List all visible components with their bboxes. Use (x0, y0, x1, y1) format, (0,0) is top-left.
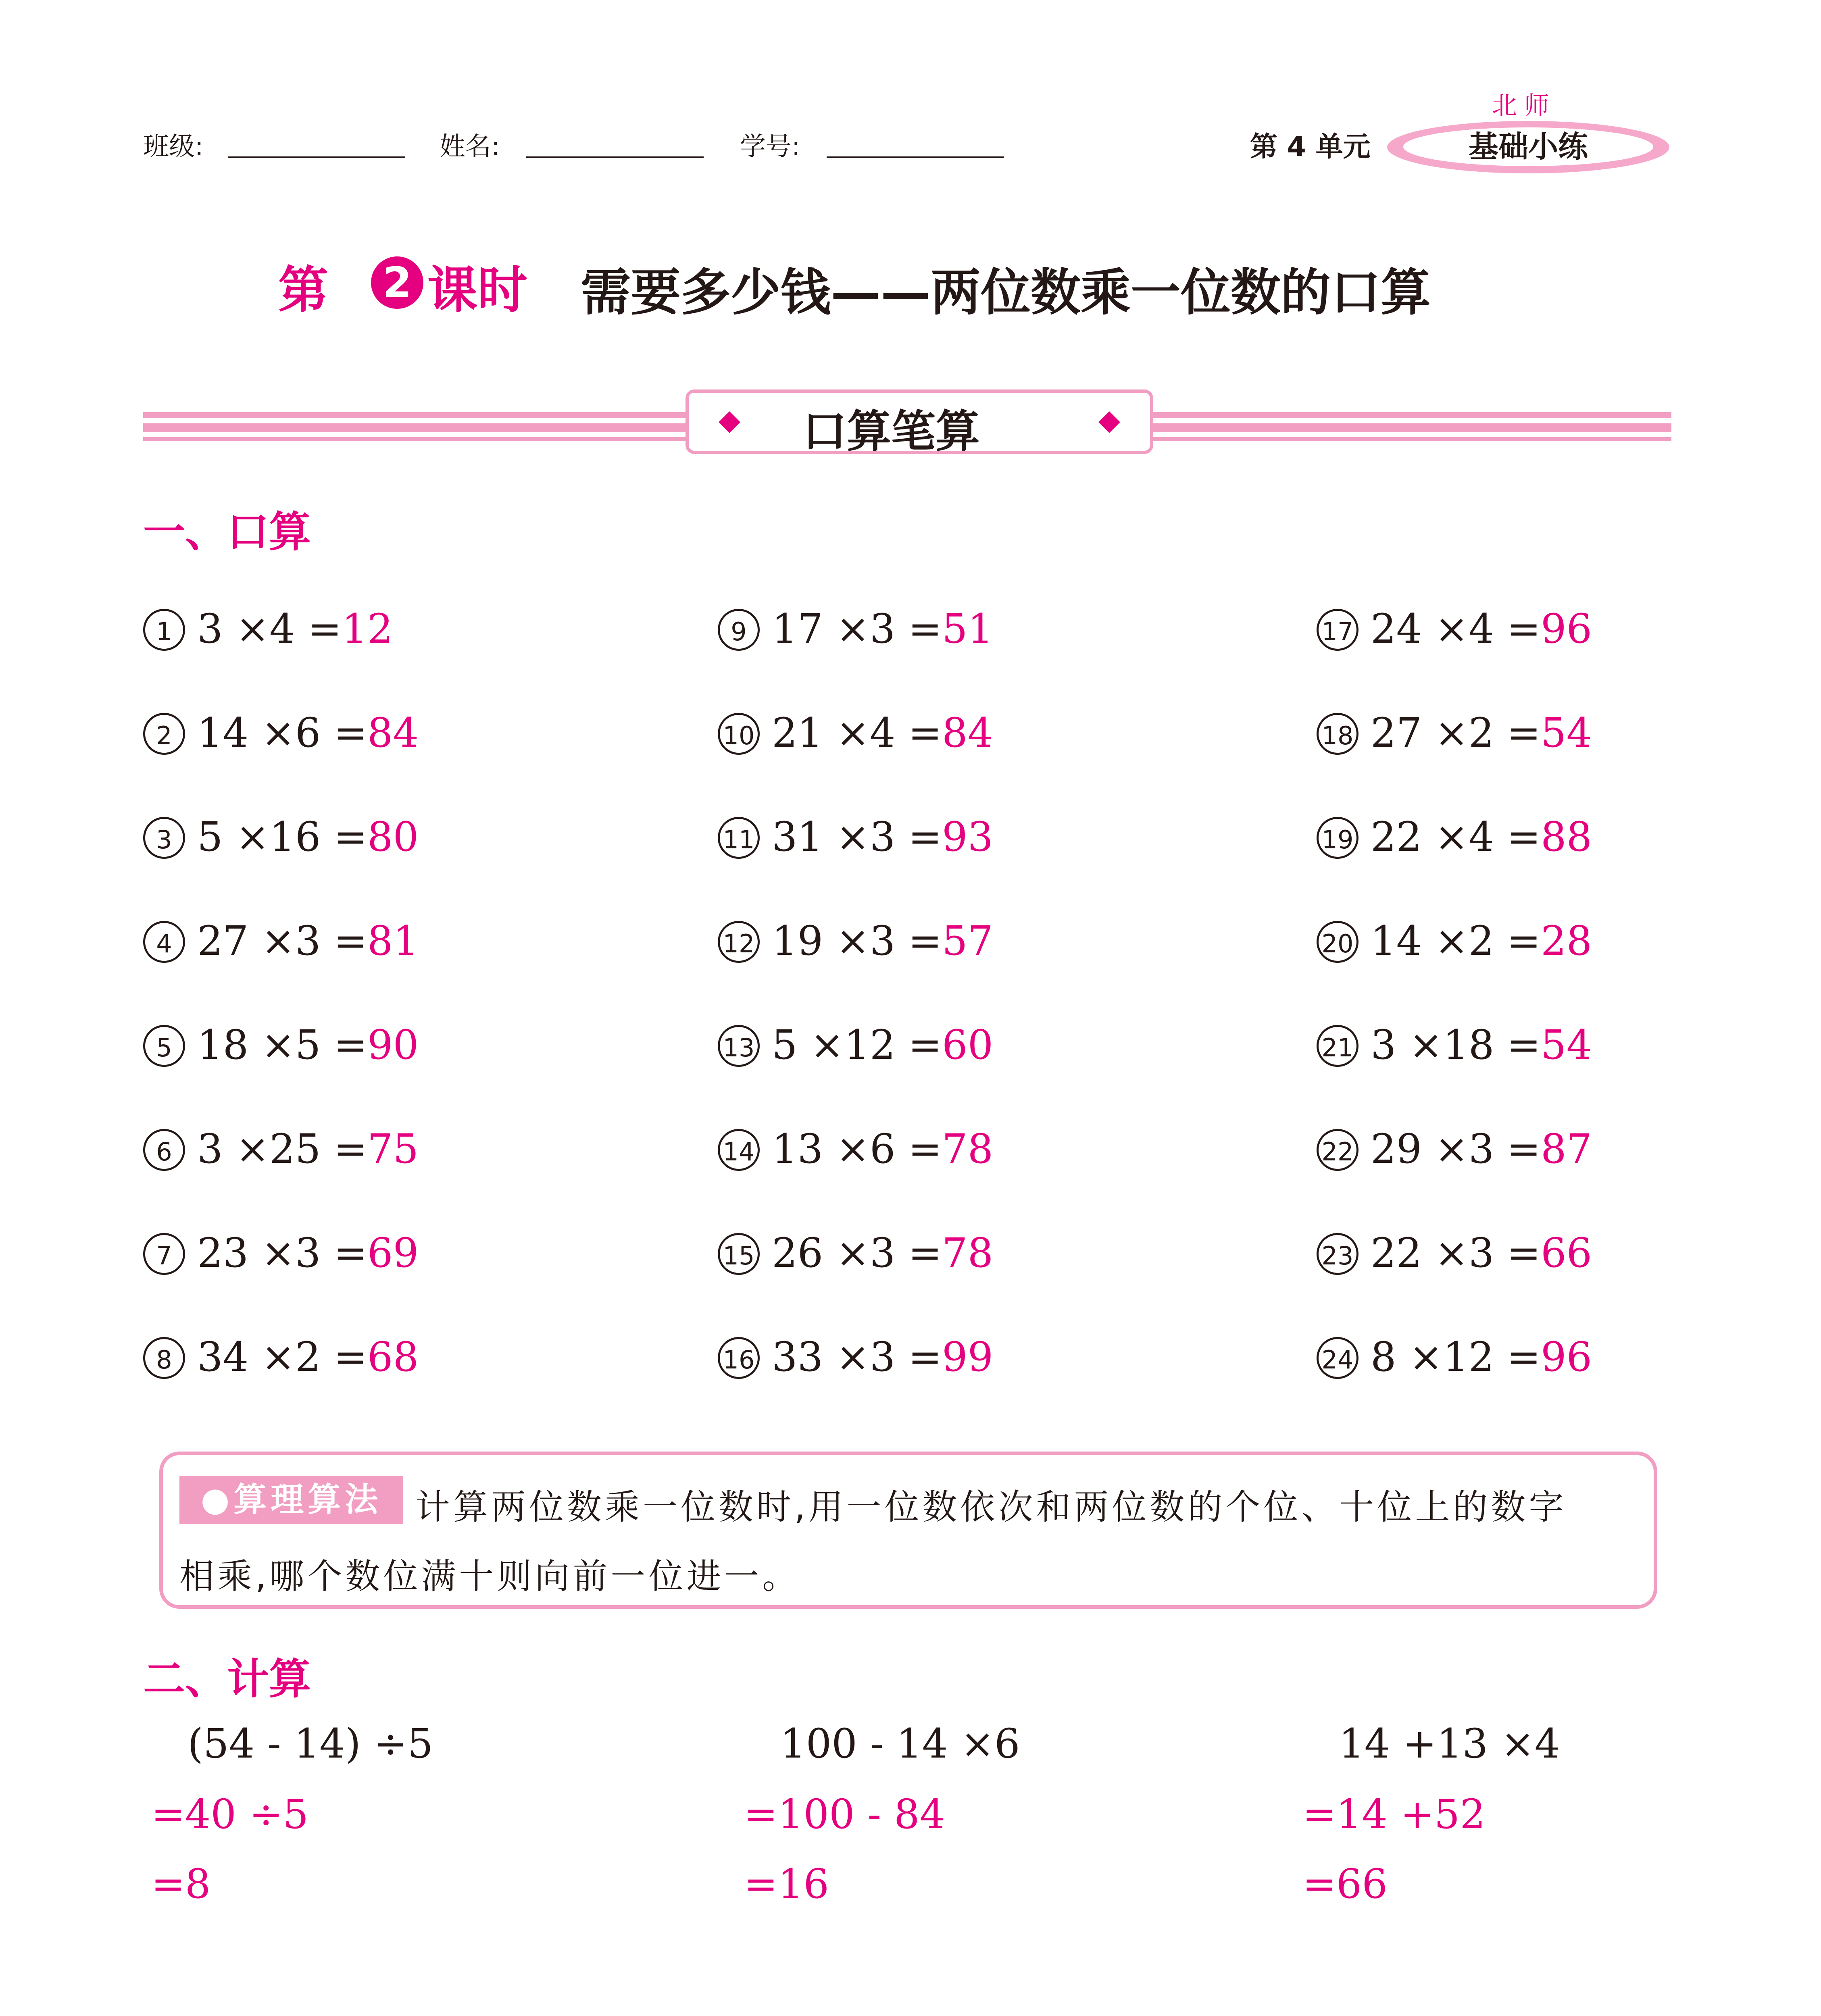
problem-item (718, 603, 993, 655)
problem-number: 10 (718, 713, 760, 755)
class-label: 班级: (143, 132, 204, 162)
problem-answer: 51 (942, 605, 994, 652)
problem-number: 2 (143, 713, 185, 755)
problem-expression: 5 ×12 = (772, 1021, 942, 1068)
tip-line-2: 相乘,哪个数位满十则向前一位进一。 (179, 1556, 800, 1597)
problem-expression: 5 ×16 = (197, 813, 368, 860)
problem-expression: 3 ×25 = (197, 1125, 368, 1173)
problem-expression: 34 ×2 = (197, 1333, 368, 1381)
problem-expression: 31 ×3 = (772, 813, 942, 860)
problem-answer: 54 (1541, 1021, 1592, 1068)
problem-item (143, 1123, 419, 1175)
problem-answer: 90 (367, 1021, 419, 1068)
problem-number: 13 (718, 1025, 760, 1067)
problem-answer: 78 (942, 1125, 994, 1173)
problem-answer: 84 (367, 709, 419, 756)
problem-answer: 84 (942, 709, 994, 756)
problem-number: 3 (143, 817, 185, 859)
problem-expression: 21 ×4 = (772, 709, 942, 756)
calc-question-3: 14 +13 ×4 (1339, 1720, 1561, 1767)
problem-answer: 81 (367, 917, 419, 964)
student-no-field[interactable] (827, 156, 1004, 158)
problem-item (718, 1019, 993, 1071)
problem-item (143, 1227, 419, 1279)
calc-step-1-1: =40 ÷5 (151, 1791, 309, 1838)
tip-label: ●算理算法 (179, 1476, 403, 1524)
problem-answer: 57 (942, 917, 994, 964)
name-label: 姓名: (440, 132, 500, 162)
lesson-suffix: 课时 (427, 261, 528, 319)
section2-heading: 二、计算 (143, 1654, 311, 1704)
problem-answer: 99 (942, 1333, 994, 1381)
problem-answer: 80 (367, 813, 419, 860)
problem-expression: 3 ×4 = (197, 605, 342, 652)
problem-answer: 88 (1541, 813, 1592, 860)
problem-expression: 24 ×4 = (1371, 605, 1541, 652)
problem-number: 1 (143, 609, 185, 651)
class-field[interactable] (228, 156, 405, 158)
problem-number: 7 (143, 1233, 185, 1275)
calc-question-1: (54 - 14) ÷5 (188, 1720, 433, 1767)
calc-step-3-1: =14 +52 (1302, 1791, 1486, 1838)
problem-item (1317, 1019, 1592, 1071)
problem-item (143, 1331, 419, 1383)
problem-answer: 54 (1541, 709, 1592, 756)
problem-item (1317, 1227, 1592, 1279)
problem-number: 5 (143, 1025, 185, 1067)
problem-item (1317, 1331, 1592, 1383)
problem-item (143, 915, 419, 967)
brand-main: 基础小练 (1403, 127, 1653, 166)
name-field[interactable] (526, 156, 704, 158)
problem-answer: 75 (367, 1125, 419, 1173)
problem-number: 21 (1317, 1025, 1358, 1067)
problem-item (718, 915, 993, 967)
calc-step-2-1: =100 - 84 (744, 1791, 946, 1838)
problem-expression: 13 ×6 = (772, 1125, 942, 1173)
problem-answer: 68 (367, 1333, 419, 1381)
banner-label: 口算笔算 (802, 406, 980, 457)
problem-expression: 27 ×2 = (1371, 709, 1541, 756)
problem-expression: 26 ×3 = (772, 1229, 942, 1277)
problem-number: 14 (718, 1129, 760, 1171)
problem-item (1317, 811, 1592, 863)
problem-number: 19 (1317, 817, 1358, 859)
problem-expression: 23 ×3 = (197, 1229, 368, 1277)
problem-number: 16 (718, 1337, 760, 1379)
problem-expression: 14 ×2 = (1371, 917, 1541, 964)
problem-answer: 60 (942, 1021, 994, 1068)
problem-expression: 29 ×3 = (1371, 1125, 1541, 1173)
problem-number: 4 (143, 921, 185, 963)
problem-expression: 22 ×4 = (1371, 813, 1541, 860)
problem-answer: 66 (1541, 1229, 1592, 1277)
problem-expression: 17 ×3 = (772, 605, 942, 652)
problem-expression: 18 ×5 = (197, 1021, 368, 1068)
calc-question-2: 100 - 14 ×6 (780, 1720, 1020, 1767)
problem-item (1317, 603, 1592, 655)
problem-item (1317, 915, 1592, 967)
problem-expression: 14 ×6 = (197, 709, 368, 756)
unit-label: 第 4 单元 (1250, 131, 1371, 163)
problem-number: 6 (143, 1129, 185, 1171)
problem-answer: 93 (942, 813, 994, 860)
problem-number: 8 (143, 1337, 185, 1379)
problem-item (143, 811, 419, 863)
problem-answer: 87 (1541, 1125, 1592, 1173)
problem-number: 24 (1317, 1337, 1358, 1379)
problem-number: 17 (1317, 609, 1358, 651)
problem-item (718, 1227, 993, 1279)
problem-number: 18 (1317, 713, 1358, 755)
problem-item (143, 603, 393, 655)
problem-answer: 96 (1541, 605, 1592, 652)
problem-item (718, 707, 993, 759)
problem-number: 23 (1317, 1233, 1358, 1275)
calc-step-2-2: =16 (744, 1860, 829, 1908)
problem-number: 22 (1317, 1129, 1358, 1171)
problem-number: 15 (718, 1233, 760, 1275)
problem-answer: 12 (342, 605, 393, 652)
problem-answer: 28 (1541, 917, 1592, 964)
problem-item (1317, 1123, 1592, 1175)
problem-number: 9 (718, 609, 760, 651)
problem-answer: 69 (367, 1229, 419, 1277)
problem-expression: 19 ×3 = (772, 917, 942, 964)
problem-item (718, 1331, 993, 1383)
student-no-label: 学号: (740, 132, 800, 162)
lesson-prefix: 第 (278, 261, 329, 319)
problem-answer: 96 (1541, 1333, 1592, 1381)
problem-answer: 78 (942, 1229, 994, 1277)
problem-item (1317, 707, 1592, 759)
problem-expression: 3 ×18 = (1371, 1021, 1541, 1068)
brand-top: 北师 (1492, 91, 1557, 120)
problem-number: 12 (718, 921, 760, 963)
problem-item (143, 1019, 419, 1071)
calc-step-3-2: =66 (1302, 1860, 1388, 1908)
problem-expression: 22 ×3 = (1371, 1229, 1541, 1277)
problem-item (143, 707, 419, 759)
problem-item (718, 1123, 993, 1175)
problem-expression: 8 ×12 = (1371, 1333, 1541, 1381)
lesson-number: 2 (371, 256, 423, 309)
calc-step-1-2: =8 (151, 1860, 211, 1908)
problem-number: 20 (1317, 921, 1358, 963)
problem-number: 11 (718, 817, 760, 859)
problem-expression: 33 ×3 = (772, 1333, 942, 1381)
problem-item (718, 811, 993, 863)
problem-expression: 27 ×3 = (197, 917, 368, 964)
page-title: 需要多少钱——两位数乘一位数的口算 (581, 264, 1431, 322)
section1-heading: 一、口算 (143, 507, 311, 556)
tip-line-1: 计算两位数乘一位数时,用一位数依次和两位数的个位、十位上的数字 (415, 1487, 1567, 1527)
